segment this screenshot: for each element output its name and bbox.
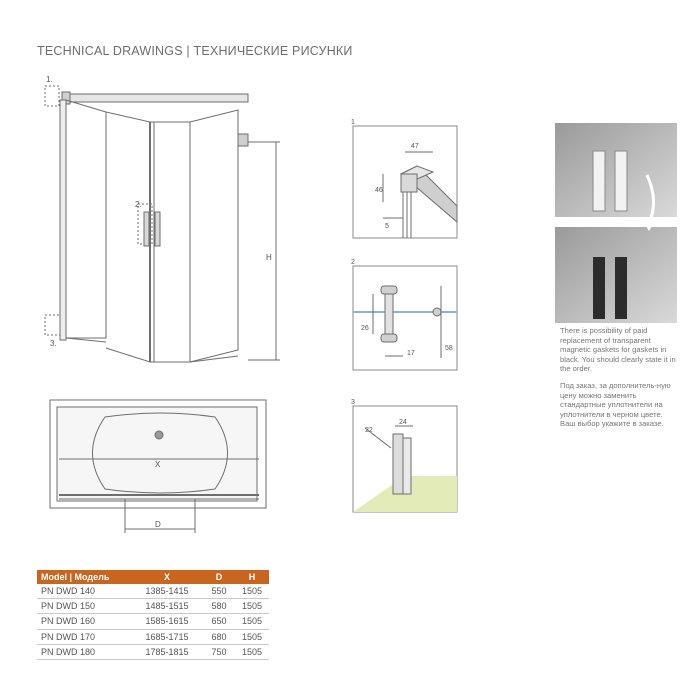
door-label: D	[155, 520, 161, 529]
width-label: X	[155, 460, 161, 469]
cell-h: 1505	[235, 629, 269, 644]
dim-5: 5	[385, 223, 389, 230]
height-label: H	[266, 253, 272, 262]
detail-2-number: 2	[351, 259, 355, 266]
wall-profile	[60, 100, 66, 340]
cell-x: 1685-1715	[131, 629, 203, 644]
cell-x: 1585-1615	[131, 614, 203, 629]
detail-2-drawing	[345, 258, 460, 374]
dim-24: 24	[399, 419, 407, 426]
marker-box-3	[45, 315, 61, 335]
table-header-row	[37, 570, 269, 584]
cell-x: 1785-1815	[131, 644, 203, 659]
cell-model: PN DWD 160	[37, 614, 131, 629]
note-english: There is possibility of paid replacement of transparent magnetic gaskets for gaskets in black. You should clearly state it in the order.	[560, 326, 676, 374]
cell-d: 680	[203, 629, 235, 644]
dim-46: 46	[375, 187, 383, 194]
table-row	[37, 629, 269, 644]
table-row	[37, 584, 269, 599]
cell-model: PN DWD 180	[37, 644, 131, 659]
table-row	[37, 614, 269, 629]
fixed-panel-left	[66, 100, 106, 338]
marker-box-1	[45, 86, 59, 106]
cell-x: 1485-1515	[131, 599, 203, 614]
marker-label-3: 3.	[50, 339, 57, 348]
cell-d: 550	[203, 584, 235, 599]
cell-model: PN DWD 140	[37, 584, 131, 599]
detail-3-number: 3	[351, 399, 355, 406]
dim-17: 17	[407, 350, 415, 357]
top-rail	[62, 94, 248, 102]
cell-d: 750	[203, 644, 235, 659]
top-view-drawing	[45, 395, 275, 545]
header-d: D	[203, 570, 235, 584]
detail-1-number: 1	[351, 119, 355, 126]
header-x: X	[131, 570, 203, 584]
header-h: H	[235, 570, 269, 584]
cell-model: PN DWD 170	[37, 629, 131, 644]
cell-h: 1505	[235, 644, 269, 659]
front-view-drawing	[40, 70, 290, 370]
dim-58: 58	[445, 345, 453, 352]
header-model: Model | Модель	[37, 570, 131, 584]
cell-h: 1505	[235, 614, 269, 629]
detail-1-drawing	[345, 118, 460, 242]
table-row	[37, 599, 269, 614]
dim-22: 22	[365, 427, 373, 434]
dim-47: 47	[411, 143, 419, 150]
cell-d: 650	[203, 614, 235, 629]
cell-h: 1505	[235, 599, 269, 614]
page-title: TECHNICAL DRAWINGS | ТЕХНИЧЕСКИЕ РИСУНКИ	[37, 44, 353, 58]
detail-3-drawing	[345, 398, 460, 516]
table-row	[37, 644, 269, 659]
handle	[144, 212, 149, 246]
drain	[155, 431, 163, 439]
cell-model: PN DWD 150	[37, 599, 131, 614]
dim-26: 26	[361, 325, 369, 332]
cell-x: 1385-1415	[131, 584, 203, 599]
marker-label-2: 2.	[135, 200, 142, 209]
model-table	[37, 570, 269, 660]
cell-d: 580	[203, 599, 235, 614]
cell-h: 1505	[235, 584, 269, 599]
note-russian: Под заказ, за дополнитель-ную цену можно заменить стандартные уплотнители на уплотнители в черном цвете. Ваш выбор укажите в заказе.	[560, 381, 671, 429]
gasket-illustration	[555, 123, 677, 323]
marker-label-1: 1.	[46, 75, 53, 84]
